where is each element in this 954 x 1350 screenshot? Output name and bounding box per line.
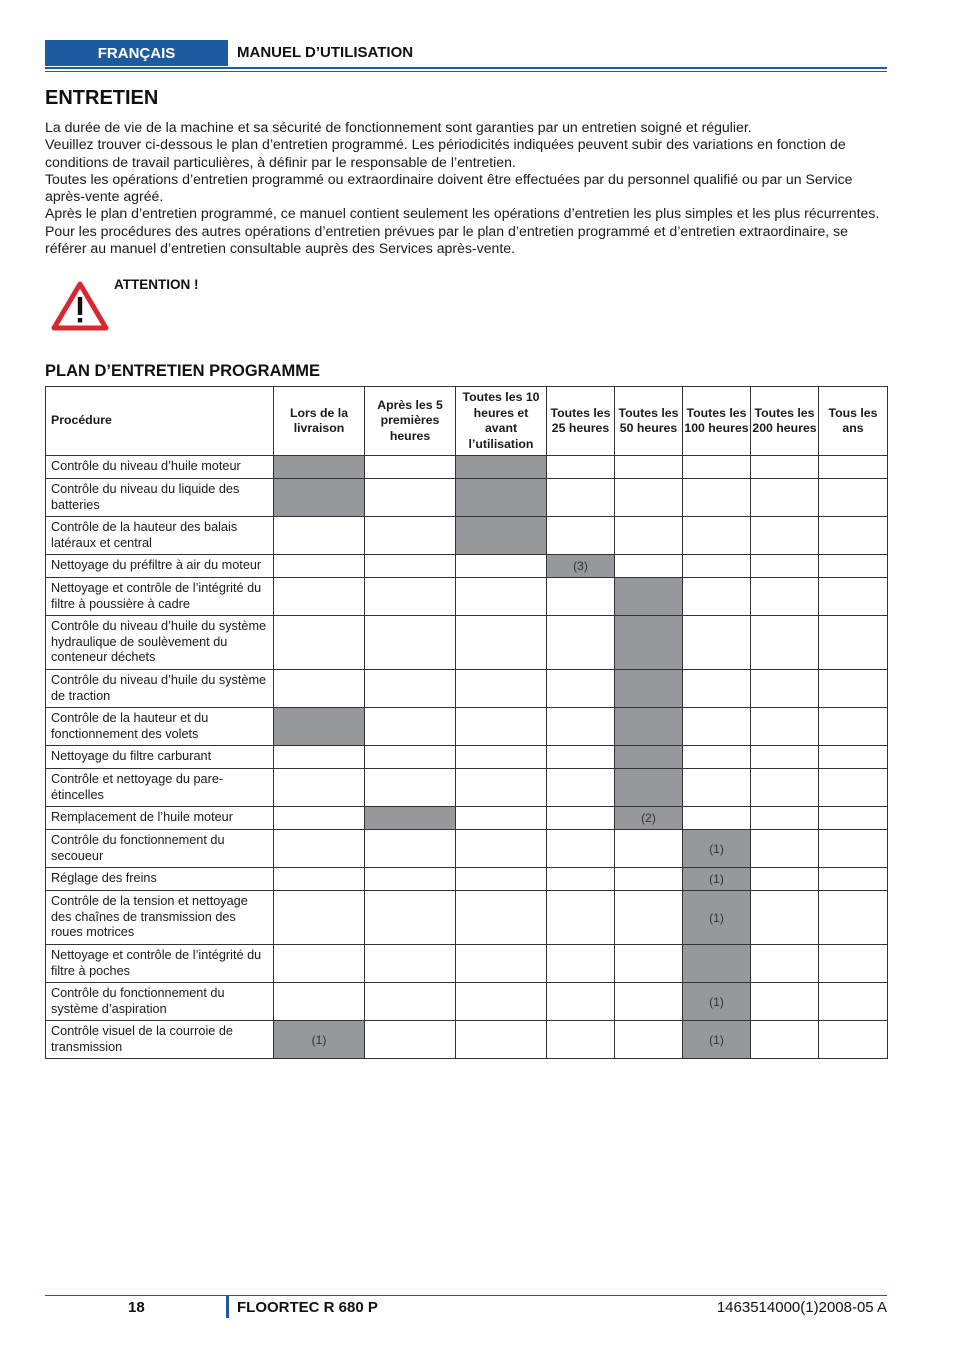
empty-cell [547, 868, 615, 891]
empty-cell [547, 1021, 615, 1059]
column-header: Toutes les 10 heures et avant l’utilisation [456, 387, 547, 456]
empty-cell [683, 517, 751, 555]
empty-cell [365, 555, 456, 578]
table-header-row [46, 387, 888, 456]
scheduled-cell: (1) [683, 830, 751, 868]
empty-cell [819, 555, 888, 578]
column-header: Toutes les 200 heures [751, 387, 819, 456]
paragraph: Après le plan d’entretien programmé, ce manuel contient seulement les opérations d’entretien les plus simples et les plus récurrentes. [45, 205, 880, 222]
empty-cell [751, 555, 819, 578]
scheduled-cell [683, 945, 751, 983]
empty-cell [615, 983, 683, 1021]
empty-cell [365, 578, 456, 616]
empty-cell [456, 945, 547, 983]
procedure-name: Contrôle de la tension et nettoyage des chaînes de transmission des roues motrices [46, 891, 274, 945]
empty-cell [547, 616, 615, 670]
scheduled-cell [456, 517, 547, 555]
procedure-name: Contrôle du niveau du liquide des batteries [46, 479, 274, 517]
procedure-name: Contrôle et nettoyage du pare-étincelles [46, 769, 274, 807]
column-header: Tous les ans [819, 387, 888, 456]
empty-cell [683, 555, 751, 578]
empty-cell [456, 891, 547, 945]
empty-cell [274, 578, 365, 616]
scheduled-cell [456, 479, 547, 517]
empty-cell [751, 456, 819, 479]
table-row [46, 807, 888, 830]
scheduled-cell [274, 479, 365, 517]
empty-cell [751, 1021, 819, 1059]
procedure-name: Réglage des freins [46, 868, 274, 891]
empty-cell [547, 891, 615, 945]
empty-cell [751, 945, 819, 983]
empty-cell [751, 746, 819, 769]
empty-cell [365, 983, 456, 1021]
empty-cell [456, 1021, 547, 1059]
scheduled-cell [615, 746, 683, 769]
empty-cell [547, 479, 615, 517]
empty-cell [819, 769, 888, 807]
table-row [46, 708, 888, 746]
empty-cell [274, 983, 365, 1021]
column-header: Toutes les 50 heures [615, 387, 683, 456]
column-header: Toutes les 25 heures [547, 387, 615, 456]
page-number: 18 [128, 1299, 145, 1316]
table-row [46, 983, 888, 1021]
empty-cell [274, 807, 365, 830]
footer-rule [45, 1295, 887, 1296]
scheduled-cell [274, 708, 365, 746]
empty-cell [751, 616, 819, 670]
scheduled-cell [456, 456, 547, 479]
empty-cell [819, 891, 888, 945]
column-header: Procédure [46, 387, 274, 456]
empty-cell [819, 517, 888, 555]
empty-cell [751, 891, 819, 945]
empty-cell [683, 708, 751, 746]
table-row [46, 479, 888, 517]
empty-cell [274, 945, 365, 983]
empty-cell [819, 616, 888, 670]
empty-cell [615, 945, 683, 983]
empty-cell [274, 555, 365, 578]
empty-cell [547, 746, 615, 769]
table-row [46, 868, 888, 891]
empty-cell [751, 479, 819, 517]
empty-cell [751, 670, 819, 708]
procedure-name: Remplacement de l’huile moteur [46, 807, 274, 830]
empty-cell [615, 891, 683, 945]
empty-cell [456, 555, 547, 578]
scheduled-cell: (1) [683, 1021, 751, 1059]
empty-cell [274, 517, 365, 555]
column-header: Après les 5 premières heures [365, 387, 456, 456]
scheduled-cell [615, 769, 683, 807]
table-row [46, 578, 888, 616]
empty-cell [274, 670, 365, 708]
scheduled-cell [615, 578, 683, 616]
scheduled-cell: (3) [547, 555, 615, 578]
empty-cell [274, 746, 365, 769]
empty-cell [819, 807, 888, 830]
empty-cell [683, 578, 751, 616]
scheduled-cell [615, 616, 683, 670]
empty-cell [819, 708, 888, 746]
empty-cell [274, 616, 365, 670]
empty-cell [683, 616, 751, 670]
intro-text [45, 119, 887, 257]
empty-cell [615, 517, 683, 555]
scheduled-cell [365, 807, 456, 830]
empty-cell [819, 479, 888, 517]
empty-cell [456, 578, 547, 616]
empty-cell [547, 769, 615, 807]
empty-cell [456, 807, 547, 830]
empty-cell [365, 670, 456, 708]
procedure-name: Contrôle du fonctionnement du système d’aspiration [46, 983, 274, 1021]
empty-cell [615, 555, 683, 578]
scheduled-cell: (1) [683, 891, 751, 945]
empty-cell [615, 830, 683, 868]
empty-cell [819, 1021, 888, 1059]
paragraph: Veuillez trouver ci-dessous le plan d’entretien programmé. Les périodicités indiquées peuvent subir des variations en fonction de conditions de travail particulières, à définir par le responsable de l’entretien. [45, 136, 846, 170]
empty-cell [751, 868, 819, 891]
language-badge: FRANÇAIS [45, 40, 228, 66]
table-row [46, 891, 888, 945]
empty-cell [365, 479, 456, 517]
table-row [46, 670, 888, 708]
column-header: Toutes les 100 heures [683, 387, 751, 456]
empty-cell [274, 868, 365, 891]
procedure-name: Nettoyage du filtre carburant [46, 746, 274, 769]
empty-cell [819, 578, 888, 616]
table-row [46, 456, 888, 479]
table-row [46, 769, 888, 807]
procedure-name: Contrôle du fonctionnement du secoueur [46, 830, 274, 868]
scheduled-cell: (1) [683, 868, 751, 891]
empty-cell [683, 670, 751, 708]
empty-cell [683, 769, 751, 807]
empty-cell [547, 807, 615, 830]
procedure-name: Contrôle visuel de la courroie de transmission [46, 1021, 274, 1059]
procedure-name: Contrôle de la hauteur des balais latéraux et central [46, 517, 274, 555]
scheduled-cell [274, 456, 365, 479]
empty-cell [751, 708, 819, 746]
empty-cell [751, 830, 819, 868]
manual-title: MANUEL D’UTILISATION [237, 44, 414, 61]
warning-triangle-icon [51, 281, 109, 331]
empty-cell [819, 830, 888, 868]
empty-cell [819, 670, 888, 708]
empty-cell [819, 456, 888, 479]
empty-cell [615, 868, 683, 891]
empty-cell [547, 517, 615, 555]
paragraph: La durée de vie de la machine et sa sécurité de fonctionnement sont garanties par un entretien soigné et régulier. [45, 119, 752, 135]
empty-cell [365, 616, 456, 670]
scheduled-cell [615, 670, 683, 708]
maintenance-table [45, 386, 888, 1059]
empty-cell [456, 670, 547, 708]
empty-cell [751, 807, 819, 830]
table-row [46, 555, 888, 578]
empty-cell [819, 746, 888, 769]
empty-cell [819, 983, 888, 1021]
model-name: FLOORTEC R 680 P [237, 1299, 378, 1316]
column-header: Lors de la livraison [274, 387, 365, 456]
empty-cell [365, 708, 456, 746]
empty-cell [274, 891, 365, 945]
empty-cell [547, 670, 615, 708]
paragraph: Pour les procédures des autres opérations d’entretien prévues par le plan d’entretien programmé et d’entretien extraordinaire, se référer au manuel d’entretien consultable auprès des Services après-vente. [45, 222, 849, 257]
empty-cell [683, 746, 751, 769]
empty-cell [456, 769, 547, 807]
empty-cell [365, 746, 456, 769]
empty-cell [365, 830, 456, 868]
empty-cell [456, 746, 547, 769]
empty-cell [615, 479, 683, 517]
empty-cell [547, 708, 615, 746]
empty-cell [615, 1021, 683, 1059]
empty-cell [365, 945, 456, 983]
scheduled-cell: (1) [683, 983, 751, 1021]
scheduled-cell: (1) [274, 1021, 365, 1059]
empty-cell [547, 578, 615, 616]
table-row [46, 517, 888, 555]
footer-divider [226, 1295, 229, 1318]
empty-cell [683, 456, 751, 479]
scheduled-cell: (2) [615, 807, 683, 830]
procedure-name: Contrôle de la hauteur et du fonctionnement des volets [46, 708, 274, 746]
empty-cell [547, 830, 615, 868]
empty-cell [365, 456, 456, 479]
empty-cell [751, 983, 819, 1021]
empty-cell [456, 830, 547, 868]
empty-cell [547, 456, 615, 479]
table-row [46, 1021, 888, 1059]
empty-cell [274, 830, 365, 868]
table-row [46, 616, 888, 670]
empty-cell [751, 769, 819, 807]
empty-cell [547, 945, 615, 983]
empty-cell [365, 891, 456, 945]
empty-cell [456, 868, 547, 891]
table-row [46, 746, 888, 769]
empty-cell [819, 945, 888, 983]
empty-cell [547, 983, 615, 1021]
empty-cell [274, 769, 365, 807]
procedure-name: Contrôle du niveau d’huile du système de traction [46, 670, 274, 708]
empty-cell [456, 616, 547, 670]
table-row [46, 830, 888, 868]
empty-cell [365, 769, 456, 807]
empty-cell [365, 868, 456, 891]
paragraph: Toutes les opérations d’entretien programmé ou extraordinaire doivent être effectuées par du personnel qualifié ou par un Service après-vente agréé. [45, 170, 853, 205]
empty-cell [365, 1021, 456, 1059]
procedure-name: Nettoyage du préfiltre à air du moteur [46, 555, 274, 578]
plan-title: PLAN D’ENTRETIEN PROGRAMME [45, 362, 321, 380]
section-title: ENTRETIEN [45, 87, 159, 109]
empty-cell [615, 456, 683, 479]
header-rule-thin [45, 71, 887, 72]
scheduled-cell [615, 708, 683, 746]
table-row [46, 945, 888, 983]
procedure-name: Contrôle du niveau d’huile du système hydraulique de soulèvement du conteneur déchets [46, 616, 274, 670]
empty-cell [683, 807, 751, 830]
empty-cell [365, 517, 456, 555]
procedure-name: Nettoyage et contrôle de l’intégrité du filtre à poches [46, 945, 274, 983]
empty-cell [456, 983, 547, 1021]
empty-cell [683, 479, 751, 517]
procedure-name: Contrôle du niveau d’huile moteur [46, 456, 274, 479]
document-reference: 1463514000(1)2008-05 A [716, 1299, 887, 1316]
procedure-name: Nettoyage et contrôle de l’intégrité du filtre à poussière à cadre [46, 578, 274, 616]
empty-cell [751, 578, 819, 616]
warning-label: ATTENTION ! [114, 277, 199, 292]
empty-cell [456, 708, 547, 746]
empty-cell [819, 868, 888, 891]
empty-cell [751, 517, 819, 555]
header-rule [45, 67, 887, 69]
